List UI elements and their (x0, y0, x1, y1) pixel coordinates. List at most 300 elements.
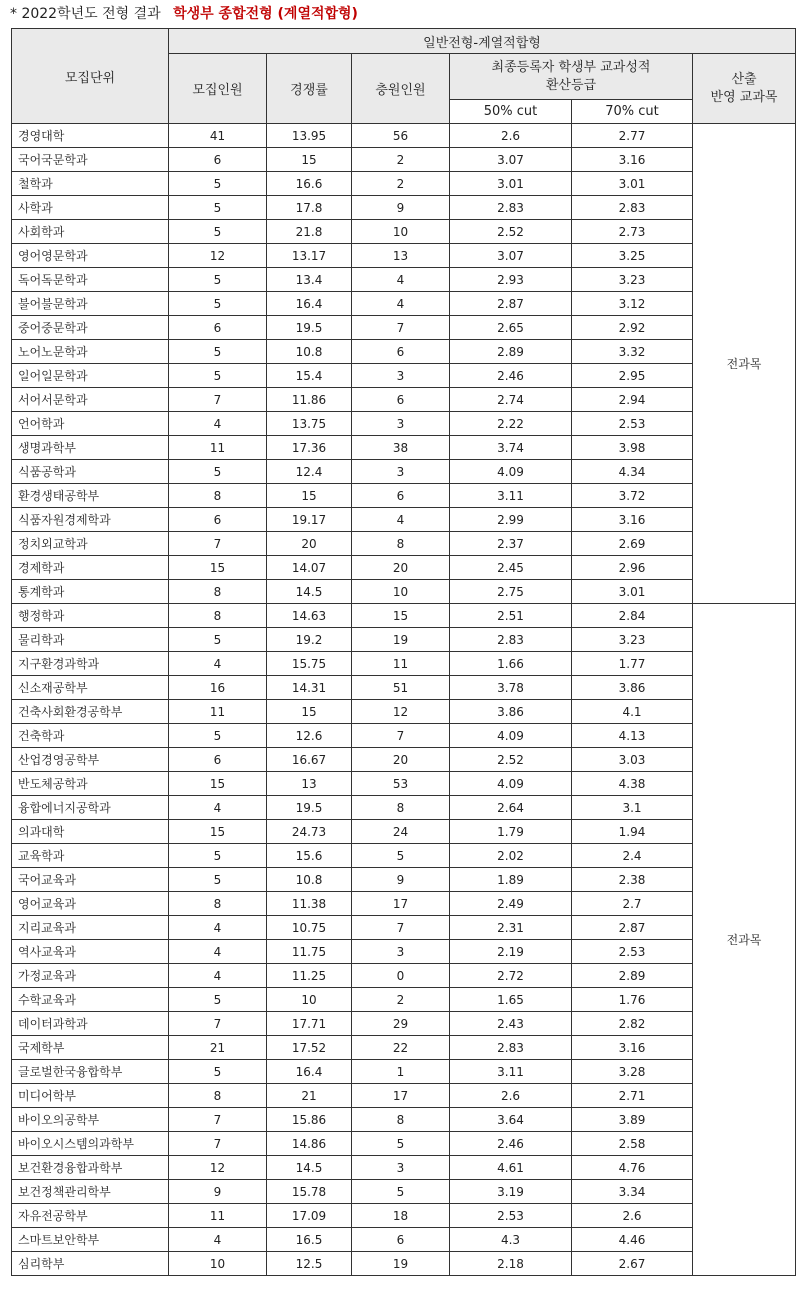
recruit-count: 21 (169, 1036, 267, 1060)
unit-name: 바이오의공학부 (12, 1108, 169, 1132)
competition-ratio: 11.38 (267, 892, 352, 916)
extra-count: 3 (352, 1156, 450, 1180)
extra-count: 8 (352, 532, 450, 556)
table-row (12, 892, 796, 916)
cut50: 2.52 (450, 748, 572, 772)
cut70: 2.95 (572, 364, 693, 388)
recruit-count: 5 (169, 340, 267, 364)
header-unit: 모집단위 (12, 29, 169, 124)
extra-count: 8 (352, 1108, 450, 1132)
unit-name: 철학과 (12, 172, 169, 196)
cut50: 2.6 (450, 1084, 572, 1108)
unit-name: 바이오시스템의과학부 (12, 1132, 169, 1156)
unit-name: 환경생태공학부 (12, 484, 169, 508)
cut50: 2.99 (450, 508, 572, 532)
competition-ratio: 13.17 (267, 244, 352, 268)
cut70: 1.94 (572, 820, 693, 844)
table-row (12, 316, 796, 340)
extra-count: 5 (352, 1180, 450, 1204)
cut50: 3.01 (450, 172, 572, 196)
cut50: 3.07 (450, 148, 572, 172)
cut70: 3.12 (572, 292, 693, 316)
unit-name: 수학교육과 (12, 988, 169, 1012)
cut50: 4.09 (450, 724, 572, 748)
table-row (12, 364, 796, 388)
cut70: 2.96 (572, 556, 693, 580)
recruit-count: 11 (169, 436, 267, 460)
competition-ratio: 15.4 (267, 364, 352, 388)
unit-name: 영어영문학과 (12, 244, 169, 268)
table-row (12, 700, 796, 724)
competition-ratio: 21 (267, 1084, 352, 1108)
cut70: 3.23 (572, 268, 693, 292)
cut50: 2.45 (450, 556, 572, 580)
competition-ratio: 14.07 (267, 556, 352, 580)
table-row (12, 1132, 796, 1156)
recruit-count: 7 (169, 1132, 267, 1156)
table-row (12, 988, 796, 1012)
cut70: 2.7 (572, 892, 693, 916)
recruit-count: 5 (169, 172, 267, 196)
unit-name: 국어교육과 (12, 868, 169, 892)
table-row (12, 508, 796, 532)
table-row (12, 196, 796, 220)
cut70: 2.58 (572, 1132, 693, 1156)
cut50: 2.75 (450, 580, 572, 604)
cut50: 3.64 (450, 1108, 572, 1132)
extra-count: 7 (352, 916, 450, 940)
extra-count: 6 (352, 388, 450, 412)
recruit-count: 5 (169, 1060, 267, 1084)
competition-ratio: 14.31 (267, 676, 352, 700)
competition-ratio: 16.5 (267, 1228, 352, 1252)
cut70: 2.77 (572, 124, 693, 148)
extra-count: 9 (352, 868, 450, 892)
recruit-count: 5 (169, 268, 267, 292)
header-extra: 충원인원 (352, 54, 450, 124)
competition-ratio: 15.75 (267, 652, 352, 676)
extra-count: 17 (352, 892, 450, 916)
extra-count: 0 (352, 964, 450, 988)
unit-name: 노어노문학과 (12, 340, 169, 364)
competition-ratio: 16.6 (267, 172, 352, 196)
cut70: 2.87 (572, 916, 693, 940)
extra-count: 9 (352, 196, 450, 220)
competition-ratio: 16.67 (267, 748, 352, 772)
title-emphasis: 학생부 종합전형 (계열적합형) (173, 6, 358, 22)
cut50: 2.89 (450, 340, 572, 364)
unit-name: 보건정책관리학부 (12, 1180, 169, 1204)
cut50: 3.11 (450, 484, 572, 508)
cut70: 2.38 (572, 868, 693, 892)
table-row (12, 244, 796, 268)
extra-count: 29 (352, 1012, 450, 1036)
title-prefix: * 2022학년도 전형 결과 (10, 6, 161, 22)
unit-name: 경영대학 (12, 124, 169, 148)
cut50: 1.66 (450, 652, 572, 676)
unit-name: 생명과학부 (12, 436, 169, 460)
unit-name: 건축사회환경공학부 (12, 700, 169, 724)
competition-ratio: 15.86 (267, 1108, 352, 1132)
competition-ratio: 10.75 (267, 916, 352, 940)
unit-name: 건축학과 (12, 724, 169, 748)
extra-count: 17 (352, 1084, 450, 1108)
cut50: 3.74 (450, 436, 572, 460)
unit-name: 불어불문학과 (12, 292, 169, 316)
unit-name: 교육학과 (12, 844, 169, 868)
competition-ratio: 14.86 (267, 1132, 352, 1156)
recruit-count: 5 (169, 196, 267, 220)
competition-ratio: 21.8 (267, 220, 352, 244)
recruit-count: 4 (169, 412, 267, 436)
cut50: 2.49 (450, 892, 572, 916)
table-row (12, 748, 796, 772)
unit-name: 독어독문학과 (12, 268, 169, 292)
recruit-count: 12 (169, 1156, 267, 1180)
cut50: 4.09 (450, 460, 572, 484)
table-row (12, 1180, 796, 1204)
header-subjects-line2: 반영 교과목 (710, 89, 778, 105)
recruit-count: 4 (169, 1228, 267, 1252)
recruit-count: 7 (169, 1108, 267, 1132)
table-row (12, 724, 796, 748)
recruit-count: 5 (169, 868, 267, 892)
extra-count: 19 (352, 1252, 450, 1276)
cut50: 3.07 (450, 244, 572, 268)
table-row (12, 676, 796, 700)
cut50: 3.11 (450, 1060, 572, 1084)
extra-count: 53 (352, 772, 450, 796)
header-recruit: 모집인원 (169, 54, 267, 124)
unit-name: 사학과 (12, 196, 169, 220)
unit-name: 중어중문학과 (12, 316, 169, 340)
cut50: 2.31 (450, 916, 572, 940)
recruit-count: 6 (169, 508, 267, 532)
table-row (12, 1108, 796, 1132)
extra-count: 6 (352, 484, 450, 508)
extra-count: 56 (352, 124, 450, 148)
cut50: 2.46 (450, 1132, 572, 1156)
cut50: 2.64 (450, 796, 572, 820)
competition-ratio: 17.09 (267, 1204, 352, 1228)
table-row (12, 1036, 796, 1060)
recruit-count: 4 (169, 796, 267, 820)
header-group: 일반전형-계열적합형 (169, 29, 796, 54)
unit-name: 의과대학 (12, 820, 169, 844)
competition-ratio: 15.6 (267, 844, 352, 868)
recruit-count: 5 (169, 292, 267, 316)
unit-name: 사회학과 (12, 220, 169, 244)
table-row (12, 292, 796, 316)
unit-name: 정치외교학과 (12, 532, 169, 556)
competition-ratio: 10 (267, 988, 352, 1012)
recruit-count: 9 (169, 1180, 267, 1204)
unit-name: 가정교육과 (12, 964, 169, 988)
extra-count: 13 (352, 244, 450, 268)
unit-name: 신소재공학부 (12, 676, 169, 700)
extra-count: 3 (352, 940, 450, 964)
unit-name: 보건환경융합과학부 (12, 1156, 169, 1180)
table-row (12, 268, 796, 292)
cut50: 2.46 (450, 364, 572, 388)
unit-name: 자유전공학부 (12, 1204, 169, 1228)
table-row (12, 796, 796, 820)
unit-name: 스마트보안학부 (12, 1228, 169, 1252)
table-row (12, 772, 796, 796)
cut50: 2.72 (450, 964, 572, 988)
recruit-count: 8 (169, 1084, 267, 1108)
unit-name: 지구환경과학과 (12, 652, 169, 676)
cut50: 2.22 (450, 412, 572, 436)
recruit-count: 11 (169, 700, 267, 724)
extra-count: 5 (352, 844, 450, 868)
table-row (12, 1060, 796, 1084)
competition-ratio: 19.5 (267, 796, 352, 820)
table-row (12, 604, 796, 628)
table-row (12, 412, 796, 436)
cut50: 2.37 (450, 532, 572, 556)
table-row (12, 652, 796, 676)
competition-ratio: 15 (267, 484, 352, 508)
cut50: 2.52 (450, 220, 572, 244)
table-row (12, 940, 796, 964)
cut70: 3.03 (572, 748, 693, 772)
competition-ratio: 11.86 (267, 388, 352, 412)
recruit-count: 16 (169, 676, 267, 700)
cut70: 2.82 (572, 1012, 693, 1036)
cut70: 4.34 (572, 460, 693, 484)
cut50: 4.09 (450, 772, 572, 796)
extra-count: 1 (352, 1060, 450, 1084)
cut70: 4.38 (572, 772, 693, 796)
cut50: 2.87 (450, 292, 572, 316)
table-row (12, 148, 796, 172)
recruit-count: 4 (169, 964, 267, 988)
table-row (12, 1156, 796, 1180)
cut70: 3.1 (572, 796, 693, 820)
competition-ratio: 14.63 (267, 604, 352, 628)
extra-count: 6 (352, 1228, 450, 1252)
table-row (12, 220, 796, 244)
unit-name: 미디어학부 (12, 1084, 169, 1108)
table-row (12, 964, 796, 988)
cut70: 4.1 (572, 700, 693, 724)
competition-ratio: 12.6 (267, 724, 352, 748)
recruit-count: 15 (169, 556, 267, 580)
recruit-count: 7 (169, 1012, 267, 1036)
recruit-count: 8 (169, 484, 267, 508)
cut70: 2.6 (572, 1204, 693, 1228)
cut70: 2.53 (572, 940, 693, 964)
extra-count: 7 (352, 724, 450, 748)
table-row (12, 868, 796, 892)
recruit-count: 6 (169, 316, 267, 340)
subject-group: 전과목 (693, 124, 796, 604)
cut70: 4.46 (572, 1228, 693, 1252)
cut50: 2.6 (450, 124, 572, 148)
table-row (12, 1252, 796, 1276)
unit-name: 통계학과 (12, 580, 169, 604)
cut50: 1.65 (450, 988, 572, 1012)
cut70: 2.71 (572, 1084, 693, 1108)
unit-name: 행정학과 (12, 604, 169, 628)
page-title (10, 4, 358, 24)
recruit-count: 5 (169, 988, 267, 1012)
cut70: 2.4 (572, 844, 693, 868)
recruit-count: 5 (169, 724, 267, 748)
competition-ratio: 13 (267, 772, 352, 796)
competition-ratio: 10.8 (267, 868, 352, 892)
recruit-count: 15 (169, 820, 267, 844)
competition-ratio: 14.5 (267, 580, 352, 604)
subject-group: 전과목 (693, 604, 796, 1276)
unit-name: 일어일문학과 (12, 364, 169, 388)
competition-ratio: 13.95 (267, 124, 352, 148)
competition-ratio: 13.75 (267, 412, 352, 436)
cut70: 4.13 (572, 724, 693, 748)
cut70: 3.16 (572, 148, 693, 172)
extra-count: 19 (352, 628, 450, 652)
cut50: 2.18 (450, 1252, 572, 1276)
recruit-count: 5 (169, 628, 267, 652)
table-row (12, 916, 796, 940)
competition-ratio: 12.5 (267, 1252, 352, 1276)
unit-name: 서어서문학과 (12, 388, 169, 412)
unit-name: 언어학과 (12, 412, 169, 436)
unit-name: 글로벌한국융합학부 (12, 1060, 169, 1084)
table-row (12, 1228, 796, 1252)
extra-count: 51 (352, 676, 450, 700)
recruit-count: 7 (169, 388, 267, 412)
competition-ratio: 12.4 (267, 460, 352, 484)
competition-ratio: 19.2 (267, 628, 352, 652)
cut70: 3.89 (572, 1108, 693, 1132)
extra-count: 15 (352, 604, 450, 628)
table-row (12, 820, 796, 844)
cut50: 4.61 (450, 1156, 572, 1180)
cut50: 3.86 (450, 700, 572, 724)
competition-ratio: 20 (267, 532, 352, 556)
extra-count: 12 (352, 700, 450, 724)
cut70: 3.23 (572, 628, 693, 652)
cut70: 3.01 (572, 580, 693, 604)
table-row (12, 580, 796, 604)
table-row (12, 340, 796, 364)
unit-name: 산업경영공학부 (12, 748, 169, 772)
cut50: 2.83 (450, 196, 572, 220)
extra-count: 6 (352, 340, 450, 364)
table-row (12, 172, 796, 196)
cut70: 4.76 (572, 1156, 693, 1180)
cut70: 2.89 (572, 964, 693, 988)
recruit-count: 4 (169, 916, 267, 940)
competition-ratio: 15.78 (267, 1180, 352, 1204)
extra-count: 3 (352, 460, 450, 484)
unit-name: 데이터과학과 (12, 1012, 169, 1036)
competition-ratio: 15 (267, 700, 352, 724)
cut70: 2.73 (572, 220, 693, 244)
extra-count: 3 (352, 364, 450, 388)
cut70: 2.67 (572, 1252, 693, 1276)
extra-count: 20 (352, 556, 450, 580)
recruit-count: 6 (169, 148, 267, 172)
unit-name: 국제학부 (12, 1036, 169, 1060)
cut70: 2.53 (572, 412, 693, 436)
extra-count: 11 (352, 652, 450, 676)
cut50: 2.83 (450, 628, 572, 652)
cut50: 2.51 (450, 604, 572, 628)
header-subjects-line1: 산출 (731, 71, 757, 87)
header-ratio: 경쟁률 (267, 54, 352, 124)
extra-count: 4 (352, 292, 450, 316)
recruit-count: 4 (169, 652, 267, 676)
unit-name: 국어국문학과 (12, 148, 169, 172)
recruit-count: 5 (169, 220, 267, 244)
extra-count: 4 (352, 268, 450, 292)
competition-ratio: 11.75 (267, 940, 352, 964)
table-row (12, 436, 796, 460)
header-cut50: 50% cut (450, 100, 572, 124)
header-grade (450, 54, 693, 100)
cut70: 3.72 (572, 484, 693, 508)
cut70: 2.94 (572, 388, 693, 412)
recruit-count: 41 (169, 124, 267, 148)
unit-name: 역사교육과 (12, 940, 169, 964)
cut70: 3.16 (572, 1036, 693, 1060)
competition-ratio: 19.5 (267, 316, 352, 340)
unit-name: 식품공학과 (12, 460, 169, 484)
cut50: 2.19 (450, 940, 572, 964)
cut70: 3.28 (572, 1060, 693, 1084)
recruit-count: 7 (169, 532, 267, 556)
cut70: 3.25 (572, 244, 693, 268)
unit-name: 지리교육과 (12, 916, 169, 940)
table-row (12, 556, 796, 580)
cut70: 3.34 (572, 1180, 693, 1204)
cut50: 2.74 (450, 388, 572, 412)
recruit-count: 4 (169, 940, 267, 964)
cut50: 3.19 (450, 1180, 572, 1204)
cut70: 3.16 (572, 508, 693, 532)
extra-count: 2 (352, 988, 450, 1012)
extra-count: 22 (352, 1036, 450, 1060)
cut70: 3.01 (572, 172, 693, 196)
extra-count: 8 (352, 796, 450, 820)
table-body (12, 124, 796, 1276)
recruit-count: 10 (169, 1252, 267, 1276)
cut70: 3.98 (572, 436, 693, 460)
cut50: 3.78 (450, 676, 572, 700)
cut70: 2.84 (572, 604, 693, 628)
extra-count: 18 (352, 1204, 450, 1228)
unit-name: 물리학과 (12, 628, 169, 652)
header-grade-line1: 최종등록자 학생부 교과성적 (491, 59, 651, 75)
competition-ratio: 17.8 (267, 196, 352, 220)
extra-count: 10 (352, 220, 450, 244)
competition-ratio: 17.52 (267, 1036, 352, 1060)
extra-count: 4 (352, 508, 450, 532)
competition-ratio: 14.5 (267, 1156, 352, 1180)
competition-ratio: 16.4 (267, 1060, 352, 1084)
cut70: 3.86 (572, 676, 693, 700)
table-row (12, 844, 796, 868)
table-row (12, 1084, 796, 1108)
recruit-count: 15 (169, 772, 267, 796)
recruit-count: 5 (169, 364, 267, 388)
unit-name: 심리학부 (12, 1252, 169, 1276)
admission-results-table (11, 28, 796, 1276)
cut70: 3.32 (572, 340, 693, 364)
